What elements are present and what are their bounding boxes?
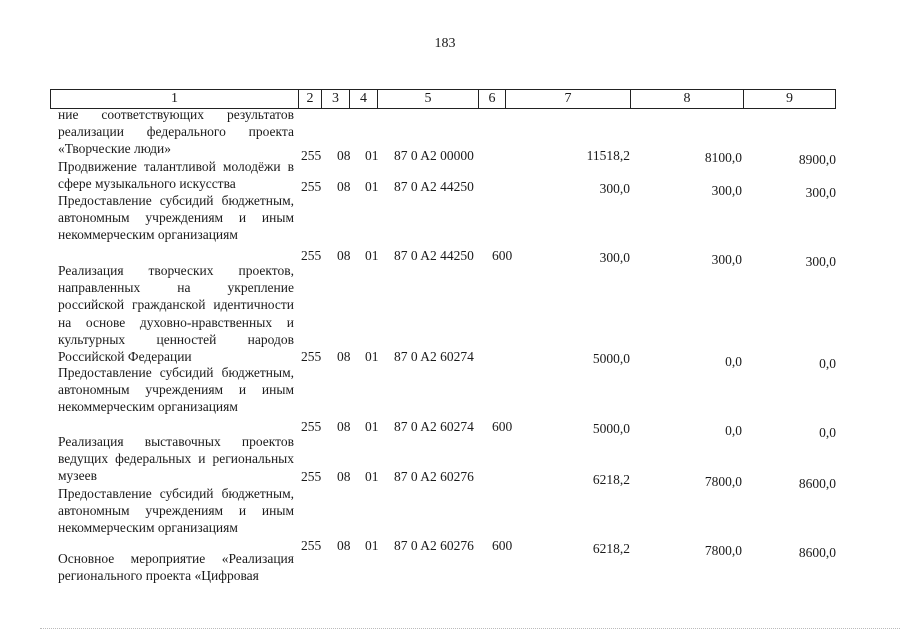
cell-col2: 255 [301, 148, 322, 163]
cell-col9: 8600,0 [798, 476, 836, 491]
column-header-4: 4 [350, 90, 378, 108]
cell-col4: 01 [365, 179, 379, 194]
row-description: Предоставление субсидий бюджетным, автономным учреждениям и иным некоммерческим организациям [58, 486, 294, 536]
cell-col2: 255 [301, 538, 322, 553]
cell-col4: 01 [365, 469, 379, 484]
row-description: ние соответствующих результатов реализации федерального проекта «Творческие люди» [58, 107, 294, 157]
cell-col9: 0,0 [819, 425, 836, 440]
cell-col6: 600 [492, 419, 513, 434]
cell-col7: 5000,0 [592, 421, 630, 436]
cell-col5: 87 0 A2 44250 [394, 248, 474, 263]
column-header-3: 3 [322, 90, 350, 108]
cell-col5: 87 0 A2 60274 [394, 419, 474, 434]
column-header-5: 5 [378, 90, 479, 108]
cell-col8: 8100,0 [704, 150, 742, 165]
cell-col9: 8600,0 [798, 545, 836, 560]
cell-col2: 255 [301, 469, 322, 484]
column-header-6: 6 [479, 90, 506, 108]
column-header-2: 2 [299, 90, 322, 108]
cell-col8: 0,0 [725, 423, 742, 438]
cell-col3: 08 [337, 538, 351, 553]
cell-col8: 7800,0 [704, 474, 742, 489]
cell-col9: 8900,0 [798, 152, 836, 167]
row-description: Предоставление субсидий бюджетным, автономным учреждениям и иным некоммерческим организациям [58, 365, 294, 415]
cell-col9: 300,0 [805, 254, 836, 269]
column-header-7: 7 [506, 90, 631, 108]
cell-col8: 300,0 [711, 252, 742, 267]
cell-col3: 08 [337, 179, 351, 194]
cell-col4: 01 [365, 248, 379, 263]
cell-col6: 600 [492, 248, 513, 263]
cell-col7: 6218,2 [592, 541, 630, 556]
cell-col3: 08 [337, 248, 351, 263]
cell-col8: 0,0 [725, 354, 742, 369]
cell-col9: 300,0 [805, 185, 836, 200]
cell-col2: 255 [301, 179, 322, 194]
cell-col5: 87 0 A2 60274 [394, 349, 474, 364]
cell-col8: 300,0 [711, 183, 742, 198]
scan-artifact-line [40, 628, 900, 631]
cell-col4: 01 [365, 419, 379, 434]
column-header-9: 9 [786, 91, 793, 106]
cell-col7: 6218,2 [592, 472, 630, 487]
row-description: Продвижение талантливой молодёжи в сфере музыкального искусства [58, 159, 294, 192]
cell-col9: 0,0 [819, 356, 836, 371]
cell-col2: 255 [301, 248, 322, 263]
cell-col4: 01 [365, 538, 379, 553]
row-description: Предоставление субсидий бюджетным, автономным учреждениям и иным некоммерческим организациям [58, 193, 294, 243]
cell-col7: 300,0 [599, 250, 630, 265]
cell-col5: 87 0 A2 60276 [394, 538, 474, 553]
cell-col3: 08 [337, 469, 351, 484]
cell-col3: 08 [337, 419, 351, 434]
column-header-1: 1 [51, 90, 299, 108]
cell-col2: 255 [301, 419, 322, 434]
row-description: Реализация выставочных проектов ведущих федеральных и региональных музеев [58, 434, 294, 484]
cell-col8: 7800,0 [704, 543, 742, 558]
cell-col6: 600 [492, 538, 513, 553]
cell-col3: 08 [337, 148, 351, 163]
cell-col4: 01 [365, 349, 379, 364]
cell-col7: 11518,2 [586, 148, 630, 163]
cell-col7: 300,0 [599, 181, 630, 196]
cell-col7: 5000,0 [592, 351, 630, 366]
page-number: 183 [434, 36, 456, 51]
cell-col3: 08 [337, 349, 351, 364]
cell-col2: 255 [301, 349, 322, 364]
row-description: Основное мероприятие «Реализация регионального проекта «Цифровая [58, 551, 294, 584]
cell-col5: 87 0 A2 60276 [394, 469, 474, 484]
column-header-8: 8 [631, 90, 744, 108]
row-description: Реализация творческих проектов, направленных на укрепление российской гражданской идентичности на основе духовно-нравственных и культурных ценностей народов Российской Федерации [58, 263, 294, 365]
cell-col5: 87 0 A2 44250 [394, 179, 474, 194]
cell-col4: 01 [365, 148, 379, 163]
cell-col5: 87 0 A2 00000 [394, 148, 474, 163]
